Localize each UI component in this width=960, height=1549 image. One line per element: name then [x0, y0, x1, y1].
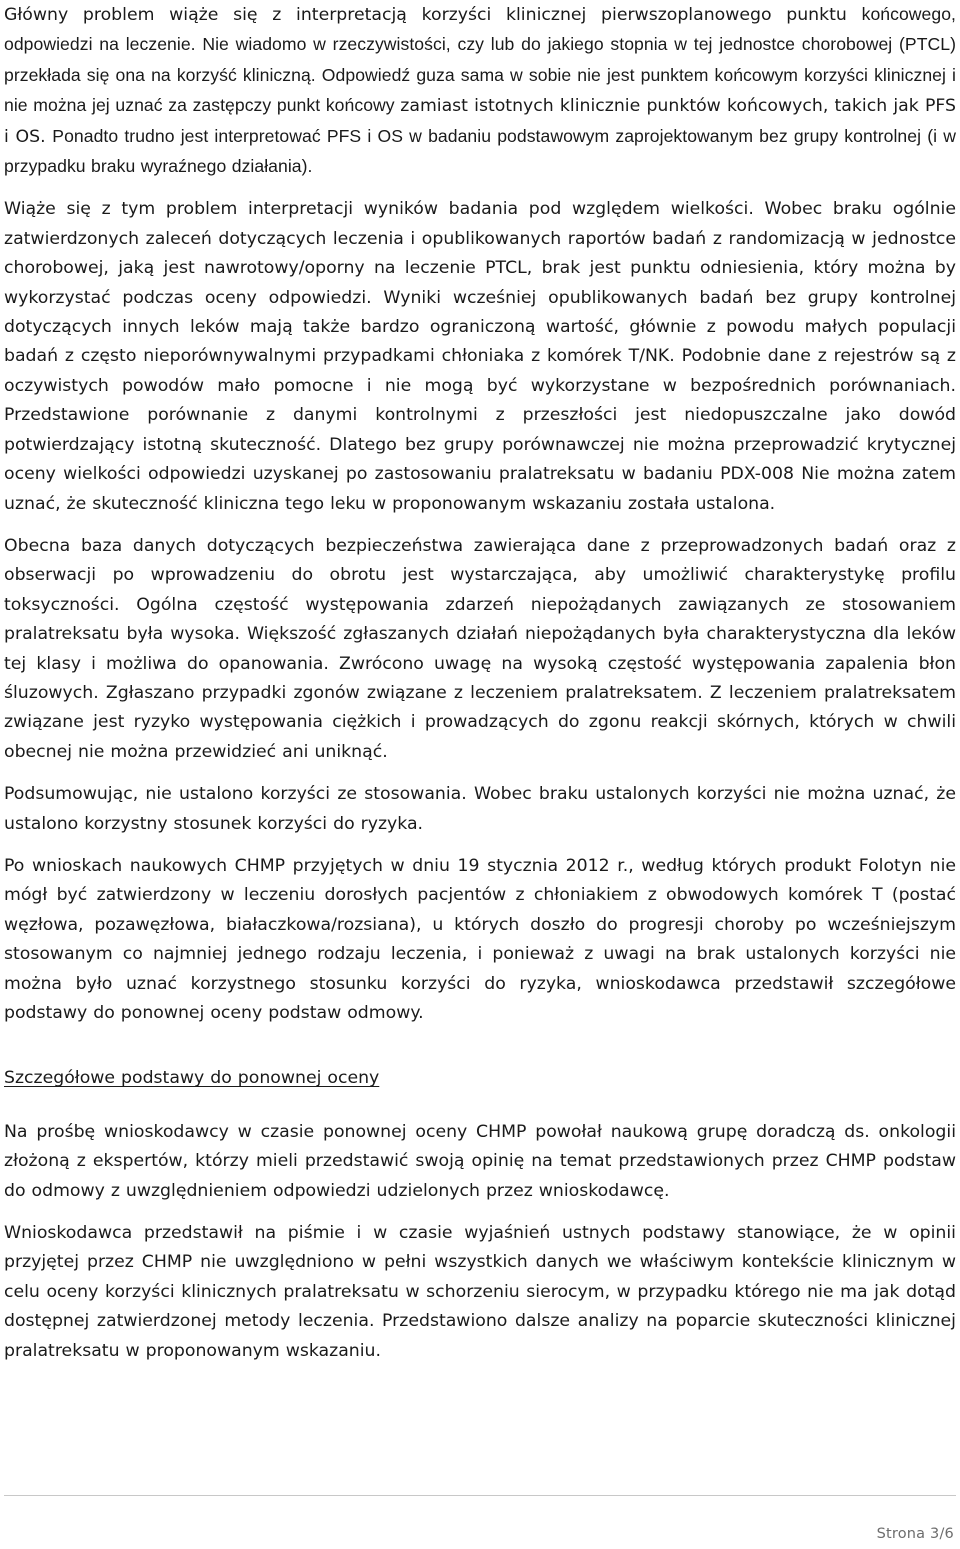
paragraph-3: [4, 532, 956, 767]
page-number: Strona 3/6: [876, 1526, 954, 1542]
paragraph-5: [4, 852, 956, 1028]
paragraph-text: Na prośbę wnioskodawcy w czasie ponownej oceny CHMP powołał naukową grupę doradczą ds. onkologii złożoną z ekspertów, którzy mieli przedstawić swoją opinię na temat przedstawionych przez CHMP podstaw do odmowy z uwzględnieniem odpowiedzi udzielonych przez wnioskodawcę.: [4, 1121, 956, 1201]
paragraph-text: Wnioskodawca przedstawił na piśmie i w czasie wyjaśnień ustnych podstawy stanowiące, że w opinii przyjętej przez CHMP nie uwzględniono w pełni wszystkich danych we właściwym kontekście klinicznym w celu oceny korzyści klinicznych pralatreksatu w schorzeniu sierocym, w przypadku którego nie ma jak dotąd dostępnej zatwierdzonej metody leczenia. Przedstawiono dalsze analizy na poparcie skuteczności klinicznej pralatreksatu w proponowanym wskazaniu.: [4, 1223, 956, 1361]
paragraph-6: [4, 1118, 956, 1206]
paragraph-text: Podsumowując, nie ustalono korzyści ze stosowania. Wobec braku ustalonych korzyści nie można uznać, że ustalono korzystny stosunek korzyści do ryzyka.: [4, 784, 956, 834]
paragraph-1: [4, 0, 956, 182]
paragraph-text: Obecna baza danych dotyczących bezpieczeństwa zawierająca dane z przeprowadzonych badań oraz z obserwacji po wprowadzeniu do obrotu jest wystarczająca, aby umożliwić charakterystykę profilu toksyczności. Ogólna częstość występowania zdarzeń niepożądanych zawiązanych ze stosowaniem pralatreksatu była wysoka. Większość zgłaszanych działań niepożądanych była charakterystyczna dla leków tej klasy i możliwa do opanowania. Zwrócono uwagę na wysoką częstość występowania zapalenia błon śluzowych. Zgłaszano przypadki zgonów związane z leczeniem pralatreksatem. Z leczeniem pralatreksatem związane jest ryzyko występowania ciężkich i prowadzących do zgonu reakcji skórnych, których w chwili obecnej nie można przewidzieć ani uniknąć.: [4, 535, 956, 762]
paragraph-text: Wiąże się z tym problem interpretacji wyników badania pod względem wielkości. Wobec braku ogólnie zatwierdzonych zaleceń dotyczących leczenia i opublikowanych raportów badań z randomizacją w jednostce chorobowej, jaką jest nawrotowy/oporny na leczenie PTCL, brak jest punktu odniesienia, który można by wykorzystać podczas oceny odpowiedzi. Wyniki wcześniej opublikowanych badań bez grupy kontrolnej dotyczących innych leków mają także bardzo ograniczoną wartość, głównie z powodu małych populacji badań z często nieporównywalnymi przypadkami chłoniaka z komórek T/NK. Podobnie dane z rejestrów są z oczywistych powodów mało pomocne i nie mogą być wykorzystane w bezpośrednich porównaniach. Przedstawione porównanie z danymi kontrolnymi z przeszłości jest niedopuszczalne jako dowód potwierdzający istotną skuteczność. Dlatego bez grupy porównawczej nie można przeprowadzić krytycznej oceny wielkości odpowiedzi uzyskanej po zastosowaniu pralatreksatu w badaniu PDX-008 Nie można zatem uznać, że skuteczność kliniczna tego leku w proponowanym wskazaniu została ustalona.: [4, 199, 956, 514]
paragraph-text: Główny problem wiąże się z interpretacją korzyści klinicznej pierwszoplanowego punktu: [4, 5, 862, 25]
paragraph-2: [4, 195, 956, 518]
document-page: [4, 0, 956, 1366]
paragraph-7: [4, 1219, 956, 1366]
footer-divider: [4, 1495, 956, 1496]
paragraph-text: Po wnioskach naukowych CHMP przyjętych w dniu 19 stycznia 2012 r., według których produkt Folotyn nie mógł być zatwierdzony w leczeniu dorosłych pacjentów z chłoniakiem z obwodowych komórek T (postać węzłowa, pozawęzłowa, białaczkowa/rozsiana), u których doszło do progresji choroby po wcześniejszym stosowanym co najmniej jednego rodzaju leczenia, i ponieważ z uwagi na brak ustalonych korzyści nie można było uznać korzystnego stosunku korzyści do ryzyka, wnioskodawca przedstawił szczegółowe podstawy do ponownej oceny podstaw odmowy.: [4, 855, 956, 1023]
paragraph-text: zamiast istotnych klinicznie punktów końcowych, takich jak PFS i OS.: [4, 96, 956, 147]
paragraph-text: końcowego, odpowiedzi na leczenie. Nie wiadomo w rzeczywistości, czy lub do jakiego stopnia w tej jednostce chorobowej (PTCL) przekłada się ona na korzyść kliniczną. Odpowiedź guza sama w sobie nie jest punktem końcowym korzyści klinicznej i nie można jej uznać za zastępczy punkt końcowy: [4, 4, 956, 116]
paragraph-4: [4, 780, 956, 839]
section-heading: Szczegółowe podstawy do ponownej oceny: [4, 1068, 380, 1089]
paragraph-text: Ponadto trudno jest interpretować PFS i OS w badaniu podstawowym zaprojektowanym bez grupy kontrolnej (i w przypadku braku wyraźnego działania).: [4, 125, 956, 177]
